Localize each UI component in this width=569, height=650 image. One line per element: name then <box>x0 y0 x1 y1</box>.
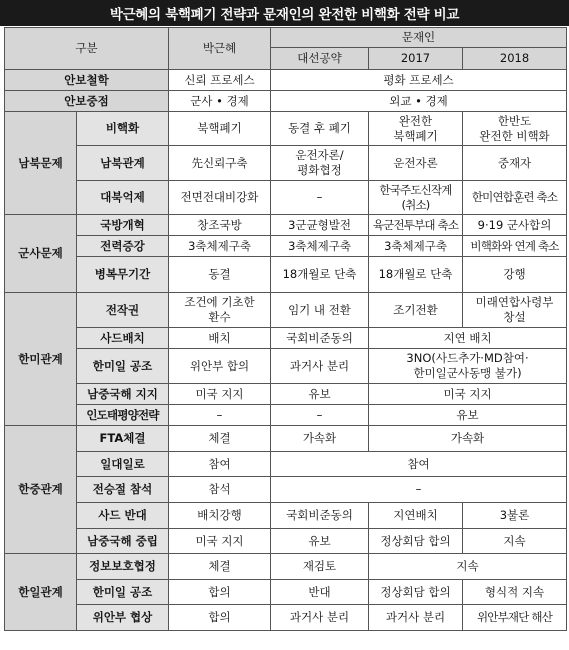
cell-pledge: 가속화 <box>271 426 369 452</box>
row-label: 국방개혁 <box>77 215 169 236</box>
cell-2017: 3축체제구축 <box>369 236 463 257</box>
cell-park: 미국 지지 <box>169 384 271 405</box>
cell-park: 창조국방 <box>169 215 271 236</box>
cell-2017: 정상회담 합의 <box>369 529 463 554</box>
row-label: 비핵화 <box>77 112 169 146</box>
cell-2018: 형식적 지속 <box>463 580 567 605</box>
cell-park: 참여 <box>169 452 271 477</box>
cell-2017-2018: 가속화 <box>369 426 567 452</box>
cell-moon: 참여 <box>271 452 567 477</box>
cell-park: 배치강행 <box>169 503 271 529</box>
group-label: 군사문제 <box>5 215 77 293</box>
header-moon-2018: 2018 <box>463 48 567 70</box>
cell-moon: 평화 프로세스 <box>271 70 567 91</box>
comparison-table <box>4 27 567 631</box>
cell-park: 체결 <box>169 426 271 452</box>
cell-park: 미국 지지 <box>169 529 271 554</box>
cell-moon: 외교 • 경제 <box>271 91 567 112</box>
cell-2018: 3불론 <box>463 503 567 529</box>
row-label: 한미일 공조 <box>77 349 169 384</box>
cell-2018: 미래연합사령부 창설 <box>463 293 567 328</box>
cell-park: 동결 <box>169 257 271 293</box>
cell-park: 합의 <box>169 605 271 631</box>
row-label: 안보철학 <box>5 70 169 91</box>
cell-pledge: 반대 <box>271 580 369 605</box>
row-label: 사드 반대 <box>77 503 169 529</box>
cell-2018: 위안부재단 해산 <box>463 605 567 631</box>
cell-park: 배치 <box>169 328 271 349</box>
cell-pledge: 18개월로 단축 <box>271 257 369 293</box>
cell-2017-2018: 미국 지지 <box>369 384 567 405</box>
cell-pledge: 재검토 <box>271 554 369 580</box>
cell-pledge: 동결 후 폐기 <box>271 112 369 146</box>
cell-pledge: 과거사 분리 <box>271 605 369 631</box>
header-category: 구분 <box>5 28 169 70</box>
cell-2017: 과거사 분리 <box>369 605 463 631</box>
group-label: 한일관계 <box>5 554 77 631</box>
header-moon-2017: 2017 <box>369 48 463 70</box>
group-label: 한미관계 <box>5 293 77 426</box>
row-label: 일대일로 <box>77 452 169 477</box>
row-label: 인도태평양전략 <box>77 405 169 426</box>
cell-2017: 운전자론 <box>369 146 463 181</box>
cell-2017: 완전한 북핵폐기 <box>369 112 463 146</box>
header-moon-pledge: 대선공약 <box>271 48 369 70</box>
cell-2017-2018: 유보 <box>369 405 567 426</box>
cell-2017: 정상회담 합의 <box>369 580 463 605</box>
row-label: 사드배치 <box>77 328 169 349</box>
row-label: 대북억제 <box>77 181 169 215</box>
group-label: 한중관계 <box>5 426 77 554</box>
cell-park: 위안부 합의 <box>169 349 271 384</box>
cell-park: 전면전대비강화 <box>169 181 271 215</box>
cell-2018: 지속 <box>463 529 567 554</box>
cell-2017: 조기전환 <box>369 293 463 328</box>
cell-2017-2018: 지연 배치 <box>369 328 567 349</box>
row-label: 남북관계 <box>77 146 169 181</box>
cell-park: 북핵폐기 <box>169 112 271 146</box>
cell-pledge: 운전자론/ 평화협정 <box>271 146 369 181</box>
cell-park: 군사 • 경제 <box>169 91 271 112</box>
row-label: 전승절 참석 <box>77 477 169 503</box>
row-label: 전작권 <box>77 293 169 328</box>
group-label: 남북문제 <box>5 112 77 215</box>
row-label: 남중국해 지지 <box>77 384 169 405</box>
cell-pledge: – <box>271 181 369 215</box>
cell-park: 신뢰 프로세스 <box>169 70 271 91</box>
cell-pledge: 유보 <box>271 529 369 554</box>
header-park: 박근혜 <box>169 28 271 70</box>
row-label: 병복무기간 <box>77 257 169 293</box>
cell-park: 조건에 기초한 환수 <box>169 293 271 328</box>
table-title: 박근혜의 북핵폐기 전략과 문재인의 완전한 비핵화 전략 비교 <box>0 0 569 26</box>
cell-pledge: 3군균형발전 <box>271 215 369 236</box>
cell-2017: 육군전투부대 축소 <box>369 215 463 236</box>
cell-2017: 지연배치 <box>369 503 463 529</box>
cell-park: – <box>169 405 271 426</box>
cell-pledge: 임기 내 전환 <box>271 293 369 328</box>
row-label: 남중국해 중립 <box>77 529 169 554</box>
cell-park: 先신뢰구축 <box>169 146 271 181</box>
row-label: 한미일 공조 <box>77 580 169 605</box>
cell-2018: 한반도 완전한 비핵화 <box>463 112 567 146</box>
header-moon: 문재인 <box>271 28 567 48</box>
cell-moon: – <box>271 477 567 503</box>
cell-park: 참석 <box>169 477 271 503</box>
cell-2018: 중재자 <box>463 146 567 181</box>
row-label: 위안부 협상 <box>77 605 169 631</box>
cell-park: 3축체제구축 <box>169 236 271 257</box>
cell-2017: 18개월로 단축 <box>369 257 463 293</box>
cell-2017-2018: 3NO(사드추가·MD참여· 한미일군사동맹 불가) <box>369 349 567 384</box>
cell-2018: 한미연합훈련 축소 <box>463 181 567 215</box>
cell-2018: 9·19 군사합의 <box>463 215 567 236</box>
row-label: 안보중점 <box>5 91 169 112</box>
cell-2017-2018: 지속 <box>369 554 567 580</box>
cell-pledge: 과거사 분리 <box>271 349 369 384</box>
cell-2017: 한국주도신작계 (취소) <box>369 181 463 215</box>
cell-pledge: 국회비준동의 <box>271 503 369 529</box>
cell-pledge: 유보 <box>271 384 369 405</box>
cell-2018: 비핵화와 연계 축소 <box>463 236 567 257</box>
cell-2018: 강행 <box>463 257 567 293</box>
cell-park: 합의 <box>169 580 271 605</box>
row-label: FTA체결 <box>77 426 169 452</box>
cell-pledge: 국회비준동의 <box>271 328 369 349</box>
cell-pledge: 3축체제구축 <box>271 236 369 257</box>
cell-park: 체결 <box>169 554 271 580</box>
row-label: 전력증강 <box>77 236 169 257</box>
row-label: 정보보호협정 <box>77 554 169 580</box>
cell-pledge: – <box>271 405 369 426</box>
